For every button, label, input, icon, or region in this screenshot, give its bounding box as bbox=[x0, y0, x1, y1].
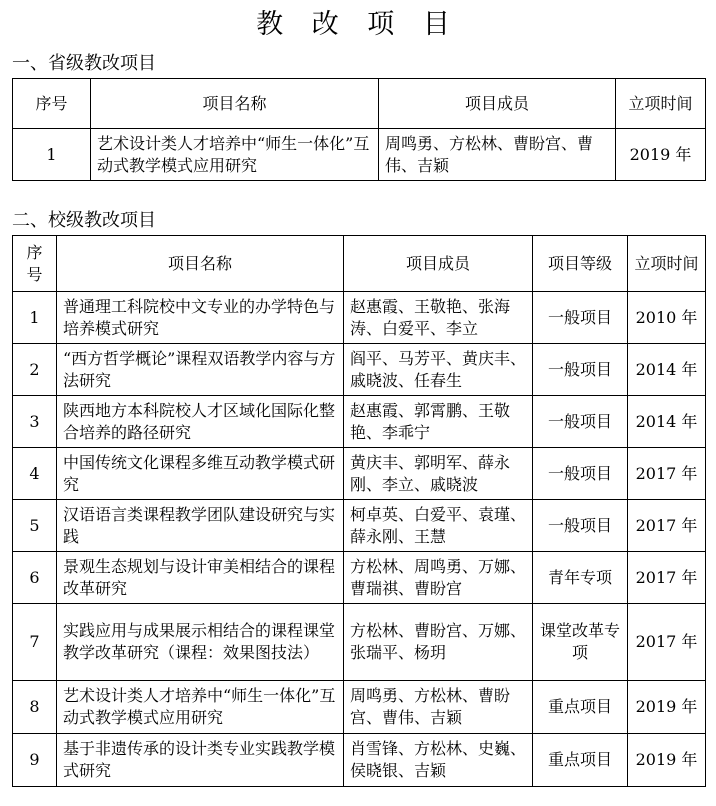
cell-members: 赵惠霞、王敬艳、张海涛、白爱平、李立 bbox=[344, 292, 533, 344]
cell-number: 5 bbox=[13, 500, 57, 552]
table-row bbox=[13, 292, 706, 344]
cell-year: 2014 年 bbox=[628, 396, 706, 448]
cell-project-name: 艺术设计类人才培养中“师生一体化”互动式教学模式应用研究 bbox=[91, 129, 379, 181]
table-row bbox=[13, 681, 706, 734]
table-header-row bbox=[13, 236, 706, 292]
column-header-members: 项目成员 bbox=[344, 236, 533, 292]
column-header-members: 项目成员 bbox=[379, 79, 616, 129]
cell-project-name: 陕西地方本科院校人才区域化国际化整合培养的路径研究 bbox=[57, 396, 344, 448]
cell-number: 9 bbox=[13, 734, 57, 787]
cell-number: 7 bbox=[13, 604, 57, 681]
cell-year: 2019 年 bbox=[616, 129, 706, 181]
cell-year: 2014 年 bbox=[628, 344, 706, 396]
cell-level: 重点项目 bbox=[533, 734, 628, 787]
cell-members: 黄庆丰、郭明军、薛永刚、李立、戚晓波 bbox=[344, 448, 533, 500]
table-header-row bbox=[13, 79, 706, 129]
cell-year: 2017 年 bbox=[628, 500, 706, 552]
column-header-project-name: 项目名称 bbox=[57, 236, 344, 292]
cell-members: 方松林、曹盼宫、万娜、张瑞平、杨玥 bbox=[344, 604, 533, 681]
cell-project-name: 景观生态规划与设计审美相结合的课程改革研究 bbox=[57, 552, 344, 604]
provincial-section-heading: 一、省级教改项目 bbox=[12, 53, 156, 74]
cell-year: 2017 年 bbox=[628, 448, 706, 500]
cell-level: 重点项目 bbox=[533, 681, 628, 734]
cell-level: 青年专项 bbox=[533, 552, 628, 604]
page-title: 教 改 项 目 bbox=[256, 9, 460, 40]
table-row bbox=[13, 396, 706, 448]
cell-level: 课堂改革专项 bbox=[533, 604, 628, 681]
cell-members: 周鸣勇、方松林、曹盼宫、曹伟、吉颖 bbox=[379, 129, 616, 181]
table-row bbox=[13, 448, 706, 500]
school-projects-table bbox=[12, 235, 706, 787]
cell-project-name: “西方哲学概论”课程双语教学内容与方法研究 bbox=[57, 344, 344, 396]
column-header-year: 立项时间 bbox=[616, 79, 706, 129]
cell-project-name: 普通理工科院校中文专业的办学特色与培养模式研究 bbox=[57, 292, 344, 344]
cell-project-name: 实践应用与成果展示相结合的课程课堂教学改革研究（课程：效果图技法） bbox=[57, 604, 344, 681]
column-header-level: 项目等级 bbox=[533, 236, 628, 292]
table-row bbox=[13, 344, 706, 396]
cell-year: 2019 年 bbox=[628, 681, 706, 734]
cell-members: 肖雪锋、方松林、史巍、侯晓银、吉颖 bbox=[344, 734, 533, 787]
cell-members: 柯卓英、白爱平、袁瑾、薛永刚、王慧 bbox=[344, 500, 533, 552]
cell-number: 3 bbox=[13, 396, 57, 448]
cell-number: 1 bbox=[13, 129, 91, 181]
table-row bbox=[13, 734, 706, 787]
column-header-number: 序号 bbox=[13, 79, 91, 129]
cell-number: 8 bbox=[13, 681, 57, 734]
cell-project-name: 汉语语言类课程教学团队建设研究与实践 bbox=[57, 500, 344, 552]
cell-project-name: 基于非遗传承的设计类专业实践教学模式研究 bbox=[57, 734, 344, 787]
column-header-project-name: 项目名称 bbox=[91, 79, 379, 129]
cell-year: 2019 年 bbox=[628, 734, 706, 787]
column-header-number: 序号 bbox=[13, 236, 57, 292]
provincial-projects-table bbox=[12, 78, 706, 181]
table-row bbox=[13, 604, 706, 681]
cell-level: 一般项目 bbox=[533, 344, 628, 396]
cell-year: 2017 年 bbox=[628, 604, 706, 681]
cell-number: 1 bbox=[13, 292, 57, 344]
cell-project-name: 艺术设计类人才培养中“师生一体化”互动式教学模式应用研究 bbox=[57, 681, 344, 734]
cell-project-name: 中国传统文化课程多维互动教学模式研究 bbox=[57, 448, 344, 500]
cell-level: 一般项目 bbox=[533, 396, 628, 448]
cell-members: 赵惠霞、郭霄鹏、王敬艳、李乖宁 bbox=[344, 396, 533, 448]
column-header-year: 立项时间 bbox=[628, 236, 706, 292]
cell-number: 2 bbox=[13, 344, 57, 396]
cell-year: 2017 年 bbox=[628, 552, 706, 604]
cell-members: 方松林、周鸣勇、万娜、曹瑞祺、曹盼宫 bbox=[344, 552, 533, 604]
cell-members: 周鸣勇、方松林、曹盼宫、曹伟、吉颖 bbox=[344, 681, 533, 734]
cell-year: 2010 年 bbox=[628, 292, 706, 344]
table-row bbox=[13, 129, 706, 181]
table-row bbox=[13, 552, 706, 604]
table-row bbox=[13, 500, 706, 552]
cell-level: 一般项目 bbox=[533, 292, 628, 344]
cell-level: 一般项目 bbox=[533, 448, 628, 500]
cell-number: 4 bbox=[13, 448, 57, 500]
cell-members: 阎平、马芳平、黄庆丰、戚晓波、任春生 bbox=[344, 344, 533, 396]
school-section-heading: 二、校级教改项目 bbox=[12, 210, 156, 231]
cell-level: 一般项目 bbox=[533, 500, 628, 552]
cell-number: 6 bbox=[13, 552, 57, 604]
